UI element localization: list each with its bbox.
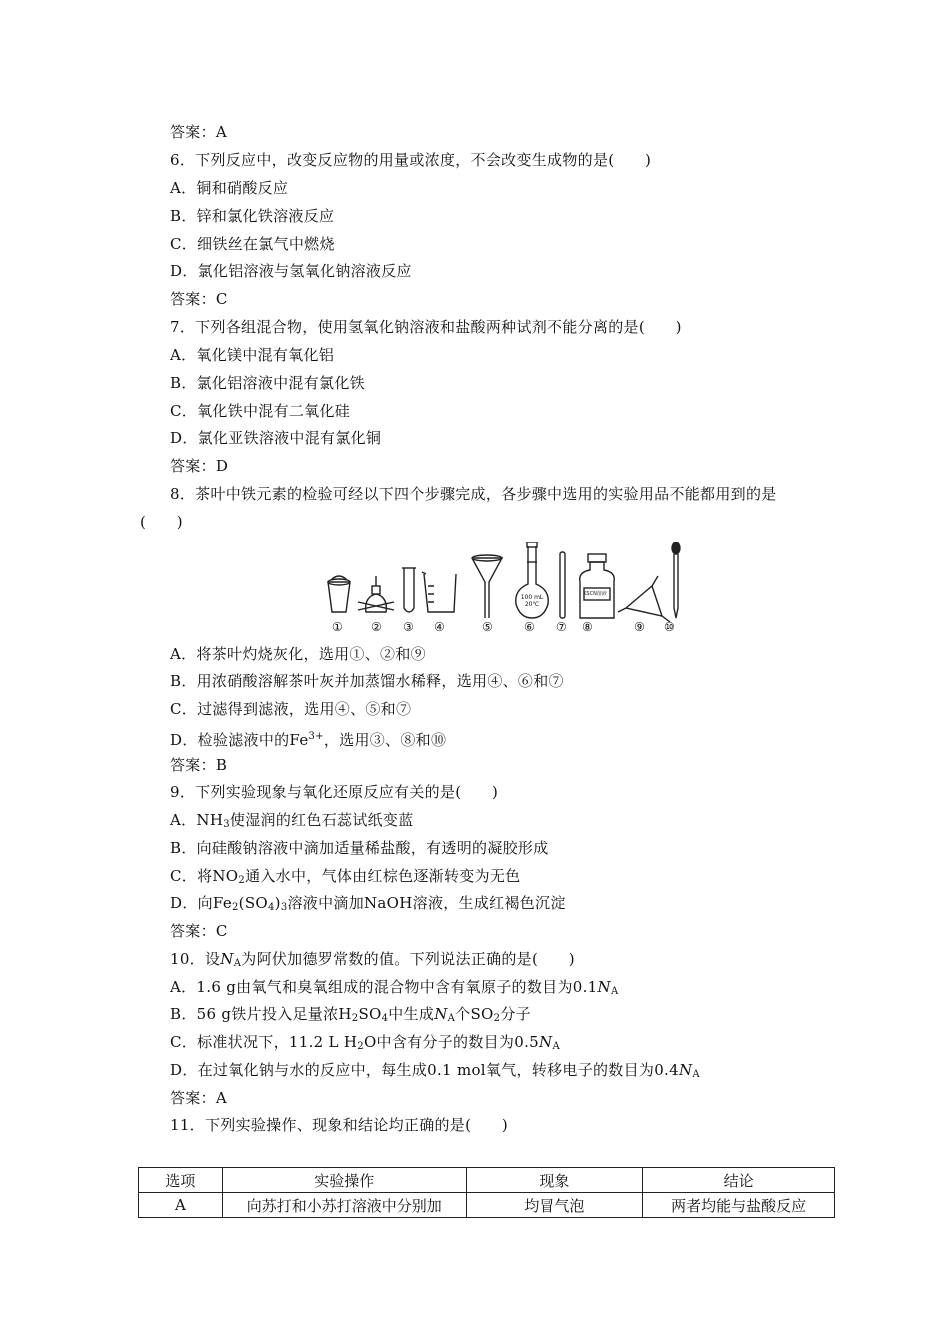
clay-triangle-icon <box>618 576 670 622</box>
option-10a-text: A．1.6 g由氧气和臭氧组成的混合物中含有氧原子的数目为0.1 <box>170 978 598 996</box>
option-9d-sub3: 3 <box>280 902 288 913</box>
apparatus-label-6: ⑥ <box>524 620 535 634</box>
apparatus-label-9: ⑨ <box>634 620 645 634</box>
option-10a-n: N <box>597 978 611 996</box>
option-9a-text2: 使湿润的红色石蕊试纸变蓝 <box>229 811 414 829</box>
beaker-icon <box>422 572 456 612</box>
table-header-conclusion: 结论 <box>643 1168 835 1193</box>
option-9b: B．向硅酸钠溶液中滴加适量稀盐酸，有透明的凝胶形成 <box>170 839 549 857</box>
crucible-icon <box>328 576 350 612</box>
answer-7: 答案：D <box>170 457 229 475</box>
option-10a <box>170 977 618 1002</box>
answer-8: 答案：B <box>170 756 228 774</box>
option-8d-text2: ，选用③、⑧和⑩ <box>323 731 447 749</box>
option-10d-nsub: A <box>692 1069 700 1080</box>
table-cell-option: A <box>139 1193 223 1218</box>
option-8b: B．用浓硝酸溶解茶叶灰并加蒸馏水稀释，选用④、⑥和⑦ <box>170 672 564 690</box>
option-7b: B．氯化铝溶液中混有氯化铁 <box>170 374 365 392</box>
option-10c-nsub: A <box>552 1041 560 1052</box>
option-9c-text: C．将NO <box>170 867 239 885</box>
dropper-icon <box>672 542 680 618</box>
option-7a: A．氧化镁中混有氧化铝 <box>170 346 335 364</box>
option-8d-sup: 3+ <box>308 731 324 742</box>
glass-rod-icon <box>560 552 565 618</box>
option-10b-text: B．56 g铁片投入足量浓H <box>170 1005 352 1023</box>
option-10b <box>170 1004 531 1029</box>
option-10b-sub3: 2 <box>493 1013 501 1024</box>
option-10d-n: N <box>678 1061 693 1079</box>
bottle-label: KSCN溶液 <box>583 591 607 597</box>
answer-6: 答案：C <box>170 290 228 308</box>
option-8d <box>170 727 446 750</box>
option-10b-text3: 中生成 <box>388 1005 435 1023</box>
option-9d-sub2: 4 <box>268 902 275 913</box>
table-header-row <box>139 1168 835 1193</box>
option-10b-nsub: A <box>447 1013 456 1024</box>
apparatus-label-1: ① <box>332 620 343 634</box>
option-9d-text: D．向Fe <box>170 894 232 912</box>
option-10d <box>170 1060 700 1085</box>
apparatus-figure <box>318 542 698 638</box>
question-10-nsub: A <box>233 958 242 969</box>
option-7d: D．氯化亚铁溶液中混有氯化铜 <box>170 429 382 447</box>
question-6: 6．下列反应中，改变反应物的用量或浓度，不会改变生成物的是( ) <box>170 151 652 169</box>
apparatus-label-7: ⑦ <box>556 620 567 634</box>
reagent-bottle-icon <box>580 554 615 618</box>
flask-label <box>518 594 546 608</box>
table-cell-operation: 向苏打和小苏打溶液中分别加 <box>222 1193 466 1218</box>
option-10b-sub2: 4 <box>381 1013 389 1024</box>
answer-9: 答案：C <box>170 922 228 940</box>
test-tube-icon <box>402 568 416 612</box>
option-8c: C．过滤得到滤液，选用④、⑤和⑦ <box>170 700 412 718</box>
option-8a: A．将茶叶灼烧灰化，选用①、②和⑨ <box>170 645 426 663</box>
option-9d-sub1: 2 <box>232 902 239 913</box>
question-10-n: N <box>220 950 234 968</box>
funnel-icon <box>472 555 502 618</box>
option-10c-text2: O中含有分子的数目为0.5 <box>363 1033 539 1051</box>
option-7c: C．氧化铁中混有二氧化硅 <box>170 402 351 420</box>
flask-volume-label: 100 mL <box>520 594 544 601</box>
option-10b-text5: 分子 <box>500 1005 531 1023</box>
option-10c-text: C．标准状况下，11.2 L H <box>170 1033 358 1051</box>
answer-5: 答案：A <box>170 123 228 141</box>
option-10c-sub: 2 <box>357 1041 364 1052</box>
option-10c-n: N <box>539 1033 553 1051</box>
apparatus-label-10: ⑩ <box>664 620 675 634</box>
option-9a <box>170 810 414 835</box>
question-10 <box>170 949 575 974</box>
option-9d-text4: 溶液中滴加NaOH溶液，生成红褐色沉淀 <box>287 894 566 912</box>
option-10b-text2: SO <box>358 1005 382 1023</box>
option-8d-text: D．检验滤液中的Fe <box>170 731 309 749</box>
table-header-option: 选项 <box>139 1168 223 1193</box>
question-11: 11．下列实验操作、现象和结论均正确的是( ) <box>170 1116 508 1134</box>
table-header-phenomenon: 现象 <box>466 1168 643 1193</box>
experiment-table <box>138 1167 835 1218</box>
option-10b-n: N <box>434 1005 448 1023</box>
apparatus-label-5: ⑤ <box>482 620 493 634</box>
option-9a-sub: 3 <box>223 819 230 830</box>
option-10c <box>170 1032 560 1057</box>
question-10-text: 10．设 <box>170 950 221 968</box>
table-cell-conclusion: 两者均能与盐酸反应 <box>643 1193 835 1218</box>
apparatus-label-3: ③ <box>403 620 414 634</box>
option-9c-text2: 通入水中，气体由红棕色逐渐转变为无色 <box>245 867 521 885</box>
option-6b: B．锌和氯化铁溶液反应 <box>170 207 335 225</box>
question-8: 8．茶叶中铁元素的检验可经以下四个步骤完成，各步骤中选用的实验用品不能都用到的是 <box>170 485 777 503</box>
option-9d-text3: ) <box>274 894 281 912</box>
option-9c-sub: 2 <box>238 875 246 886</box>
option-9a-text: A．NH <box>170 811 224 829</box>
apparatus-drawing <box>318 542 698 622</box>
table-cell-phenomenon: 均冒气泡 <box>466 1193 643 1218</box>
option-6d: D．氯化铝溶液与氢氧化钠溶液反应 <box>170 262 412 280</box>
question-7: 7．下列各组混合物，使用氢氧化钠溶液和盐酸两种试剂不能分离的是( ) <box>170 318 682 336</box>
option-10b-sub1: 2 <box>351 1013 359 1024</box>
table-header-operation: 实验操作 <box>222 1168 466 1193</box>
option-10d-text: D．在过氧化钠与水的反应中，每生成0.1 mol氧气，转移电子的数目为0.4 <box>170 1061 679 1079</box>
answer-10: 答案：A <box>170 1089 228 1107</box>
apparatus-label-8: ⑧ <box>582 620 593 634</box>
apparatus-label-4: ④ <box>434 620 445 634</box>
question-9: 9．下列实验现象与氧化还原反应有关的是( ) <box>170 783 499 801</box>
option-10b-text4: 个SO <box>455 1005 494 1023</box>
option-9d <box>170 893 566 918</box>
alcohol-lamp-icon <box>358 576 394 612</box>
question-10-text2: 为阿伏加德罗常数的值。下列说法正确的是( ) <box>241 950 575 968</box>
option-9c <box>170 866 520 891</box>
table-row <box>139 1193 835 1218</box>
flask-temp-label: 20℃ <box>524 601 540 608</box>
option-6c: C．细铁丝在氯气中燃烧 <box>170 235 335 253</box>
option-9d-text2: (SO <box>238 894 268 912</box>
option-6a: A．铜和硝酸反应 <box>170 179 289 197</box>
apparatus-label-2: ② <box>371 620 382 634</box>
option-10a-nsub: A <box>610 986 619 997</box>
question-8-bracket: ( ) <box>140 513 183 531</box>
